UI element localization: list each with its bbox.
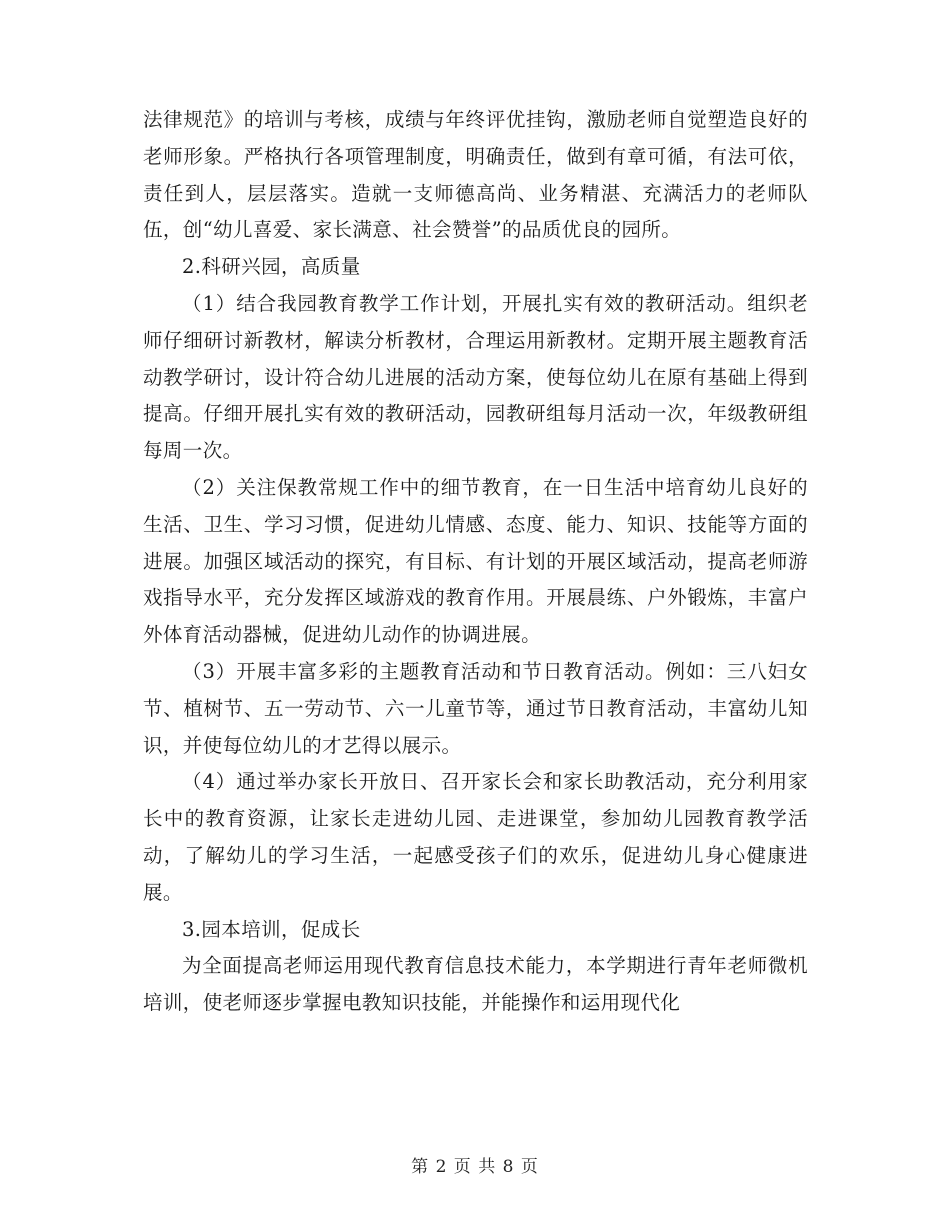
document-body xyxy=(143,102,808,1022)
paragraph-item-4: （4）通过举办家长开放日、召开家长会和家长助教活动，充分利用家长中的教育资源，让家长走进幼儿园、走进课堂，参加幼儿园教育教学活动，了解幼儿的学习生活，一起感受孩子们的欢乐，促进幼儿身心健康进展。 xyxy=(143,770,808,904)
paragraph-item-1: （1）结合我园教育教学工作计划，开展扎实有效的教研活动。组织老师仔细研讨新教材，解读分析教材，合理运用新教材。定期开展主题教育活动教学研讨，设计符合幼儿进展的活动方案，使每位幼儿在原有基础上得到提高。仔细开展扎实有效的教研活动，园教研组每月活动一次，年级教研组每周一次。 xyxy=(143,291,808,463)
paragraph-item-3: （3）开展丰富多彩的主题教育活动和节日教育活动。例如：三八妇女节、植树节、五一劳动节、六一儿童节等，通过节日教育活动，丰富幼儿知识，并使每位幼儿的才艺得以展示。 xyxy=(143,659,808,757)
section-heading-training: 3.园本培训，促成长 xyxy=(182,917,361,941)
paragraph-training: 为全面提高老师运用现代教育信息技术能力，本学期进行青年老师微机培训，使老师逐步掌握电教知识技能，并能操作和运用现代化 xyxy=(143,954,808,1015)
paragraph-continuation: 法律规范》的培训与考核，成绩与年终评优挂钩，激励老师自觉塑造良好的老师形象。严格执行各项管理制度，明确责任，做到有章可循，有法可依，责任到人，层层落实。造就一支师德高尚、业务精湛、充满活力的老师队伍，创“幼儿喜爱、家长满意、社会赞誉”的品质优良的园所。 xyxy=(143,108,808,242)
page-number-footer: 第 2 页 共 8 页 xyxy=(411,1157,539,1177)
section-heading-research: 2.科研兴园，高质量 xyxy=(182,255,361,279)
paragraph-item-2: （2）关注保教常规工作中的细节教育，在一日生活中培育幼儿良好的生活、卫生、学习习惯，促进幼儿情感、态度、能力、知识、技能等方面的进展。加强区域活动的探究，有目标、有计划的开展区域活动，提高老师游戏指导水平，充分发挥区域游戏的教育作用。开展晨练、户外锻炼，丰富户外体育活动器械，促进幼儿动作的协调进展。 xyxy=(143,475,808,647)
